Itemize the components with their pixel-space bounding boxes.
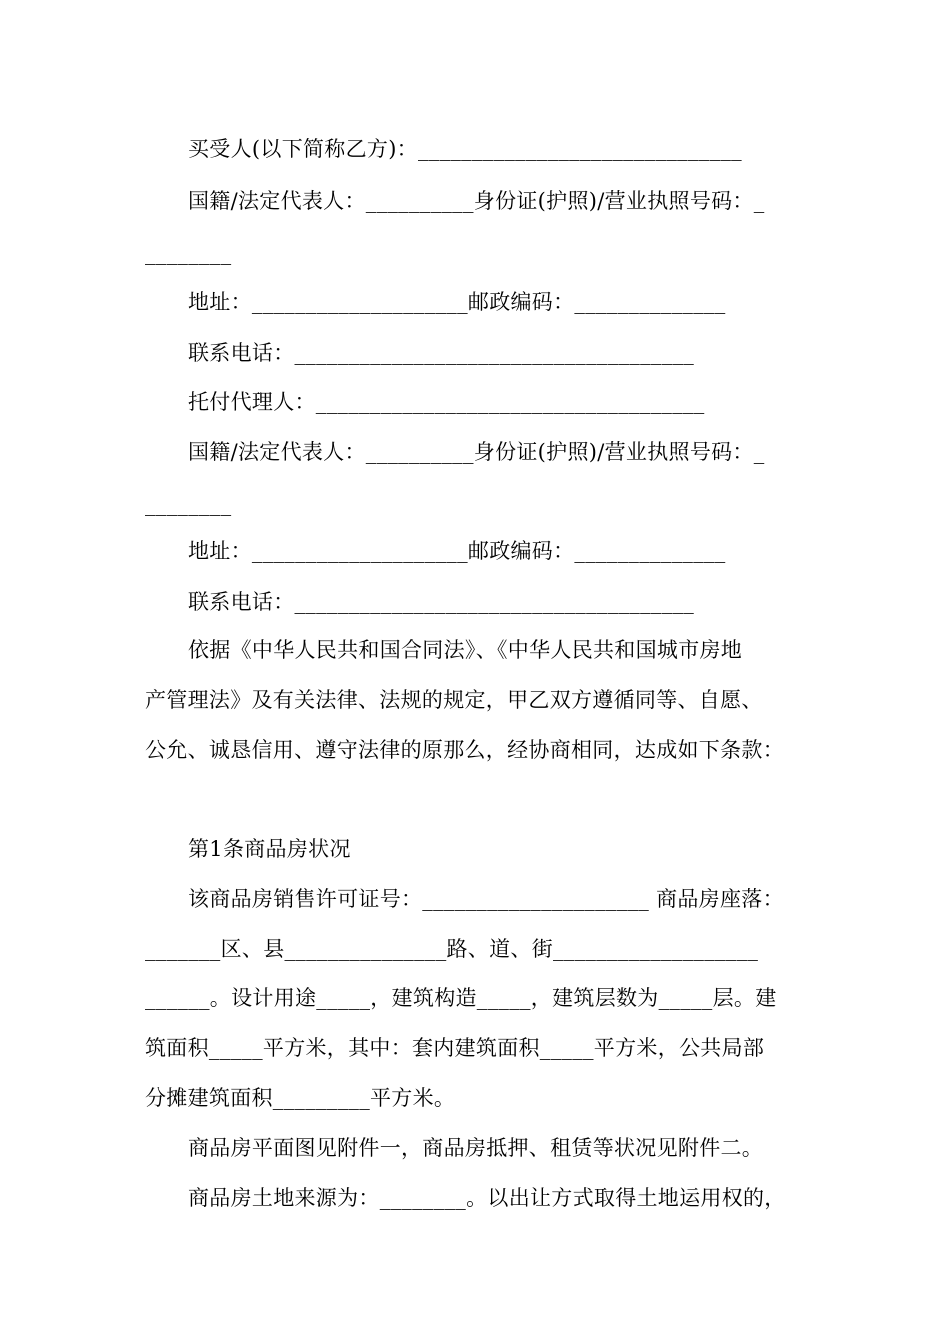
attachment-paragraph-line: 商品房平面图见附件一，商品房抵押、租赁等状况见附件二。 — [188, 1136, 764, 1160]
article-paragraph-line: 该商品房销售许可证号：_____________________ 商品房座落： — [188, 887, 784, 911]
agent-nationality-line: 国籍/法定代表人：__________身份证(护照)/营业执照号码：_ — [188, 440, 765, 464]
buyer-address-line: 地址：____________________邮政编码：______________ — [188, 290, 726, 314]
buyer-line: 买受人(以下简称乙方)：______________________________ — [188, 137, 742, 161]
agent-phone-line: 联系电话：_____________________________________ — [188, 590, 695, 614]
preamble-paragraph-line: 依据《中华人民共和国合同法》、《中华人民共和国城市房地 — [188, 638, 743, 662]
agent-line: 托付代理人：____________________________________ — [188, 390, 705, 414]
article-paragraph-line: ______。设计用途_____，建筑构造_____，建筑层数为_____层。建 — [145, 986, 777, 1010]
preamble-paragraph-line: 产管理法》及有关法律、法规的规定，甲乙双方遵循同等、自愿、 — [145, 688, 763, 712]
buyer-nationality-line: 国籍/法定代表人：__________身份证(护照)/营业执照号码：_ — [188, 189, 765, 213]
preamble-paragraph-line: 公允、诚恳信用、遵守法律的原那么，经协商相同，达成如下条款： — [145, 738, 784, 762]
article-heading: 第1条商品房状况 — [188, 837, 351, 861]
buyer-id-continuation-line: ________ — [145, 241, 232, 265]
land-source-paragraph-line: 商品房土地来源为：________。以出让方式取得土地运用权的， — [188, 1186, 786, 1210]
agent-id-continuation-line: ________ — [145, 492, 232, 516]
agent-address-line: 地址：____________________邮政编码：______________ — [188, 539, 726, 563]
article-paragraph-line: 分摊建筑面积_________平方米。 — [145, 1086, 456, 1110]
article-paragraph-line: 筑面积_____平方米，其中：套内建筑面积_____平方米，公共局部 — [145, 1036, 765, 1060]
buyer-phone-line: 联系电话：_____________________________________ — [188, 341, 695, 365]
article-paragraph-line: _______区、县_______________路、道、街___________________ — [145, 937, 759, 961]
